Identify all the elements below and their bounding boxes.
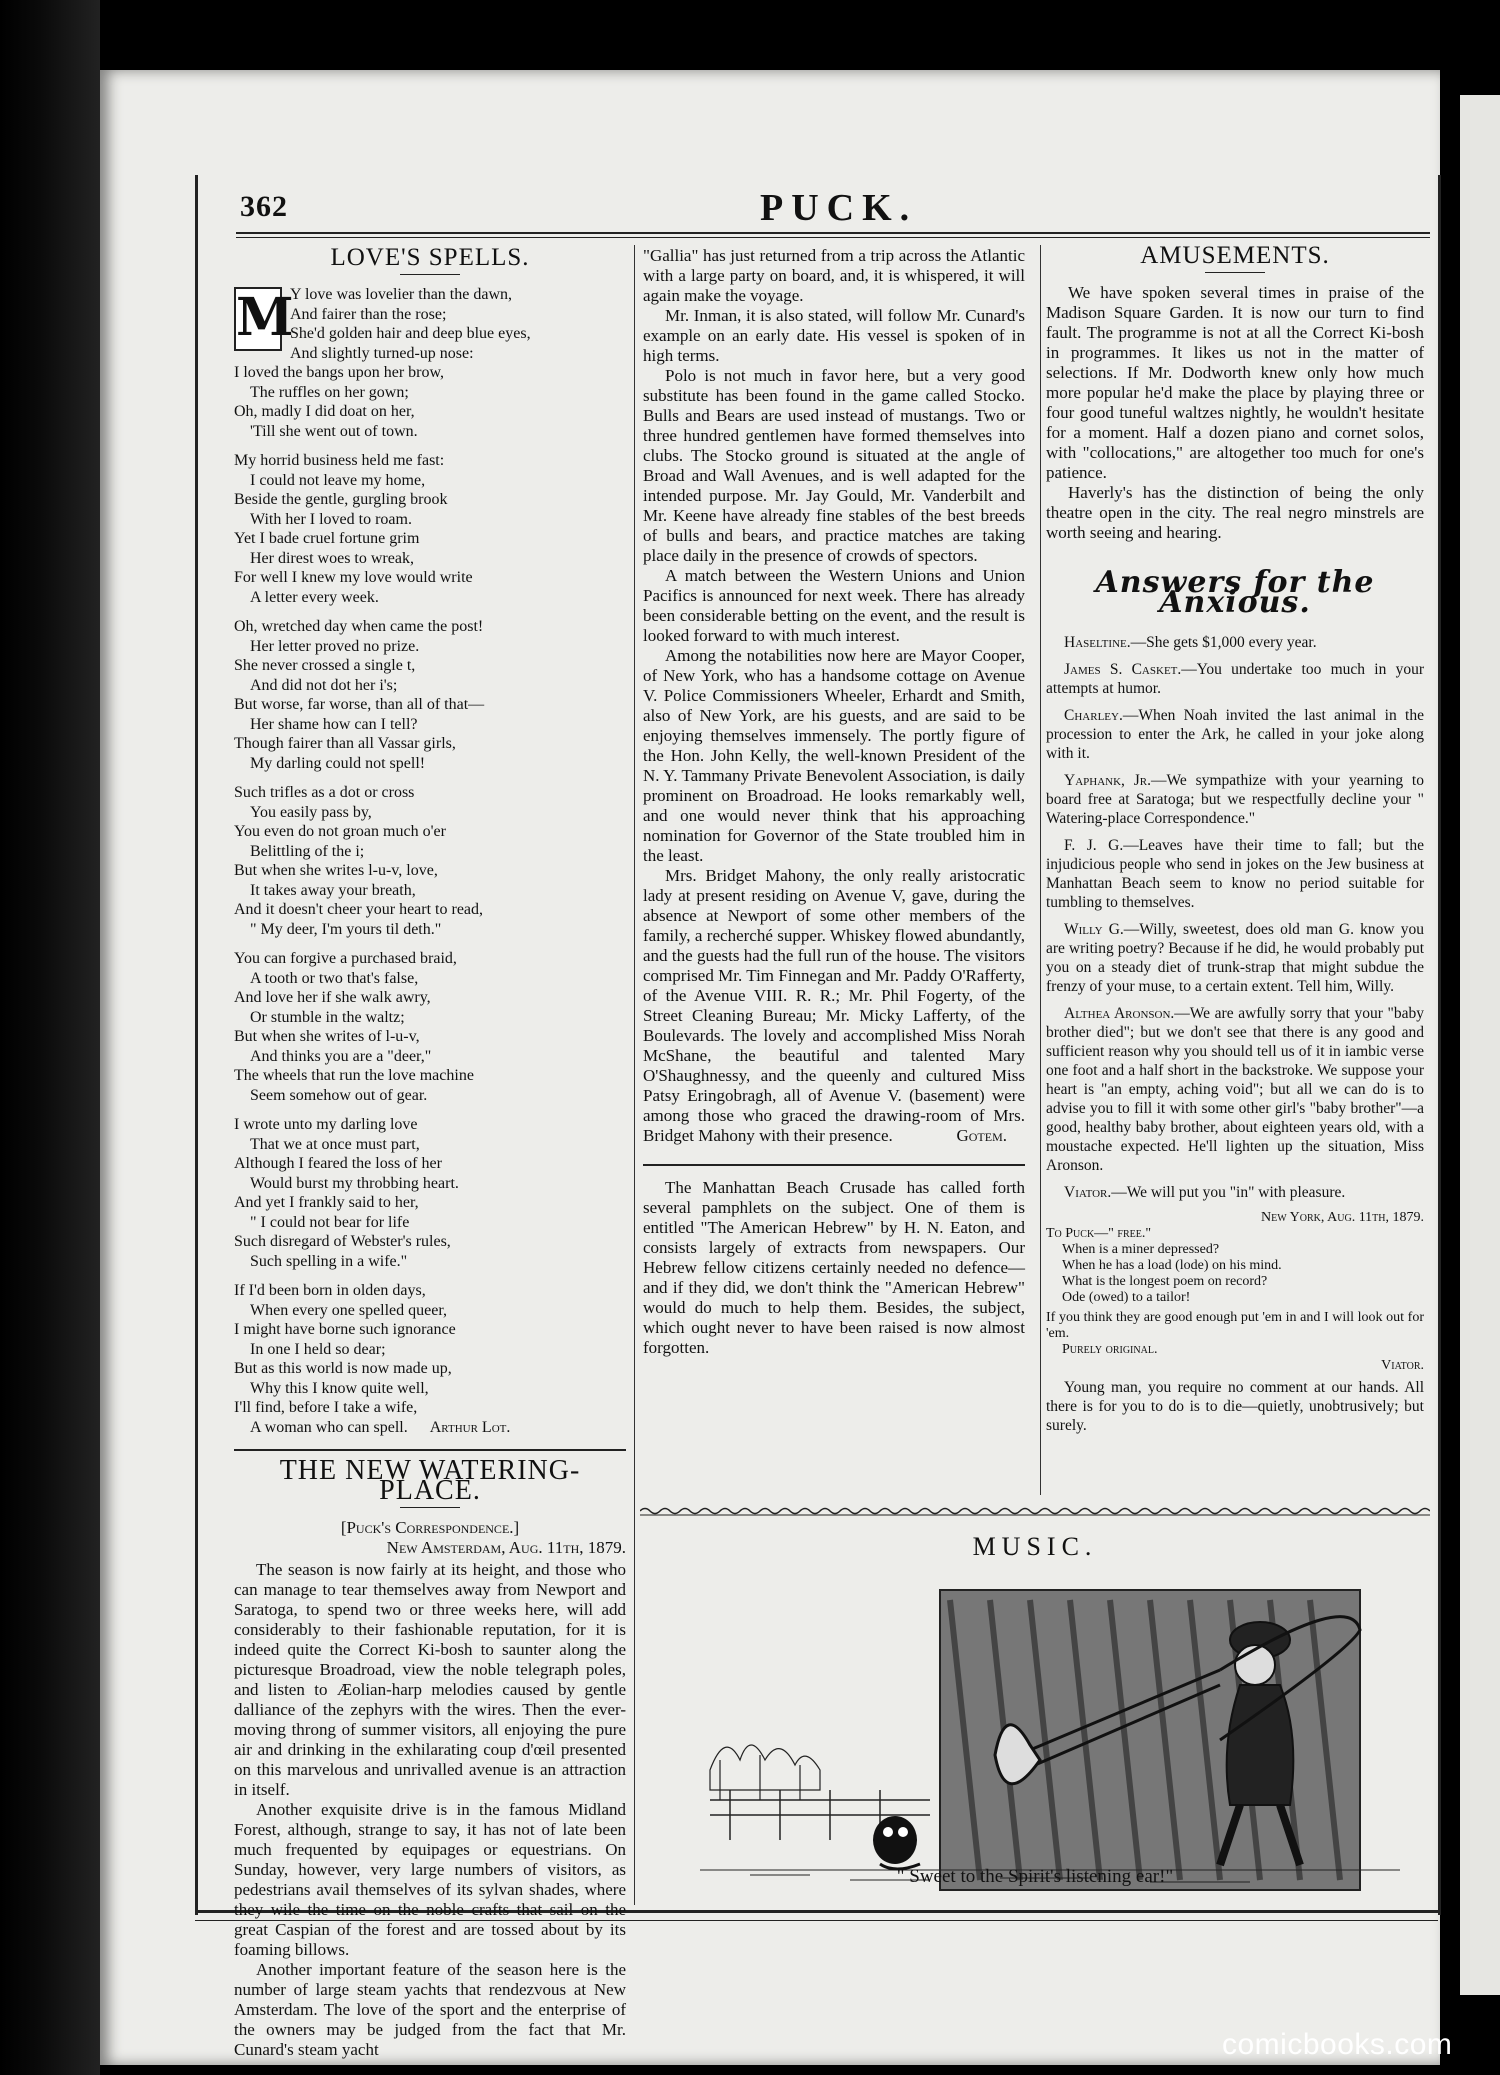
answer-name: Althea Aronson. (1064, 1005, 1175, 1022)
poem-title: LOVE'S SPELLS. (330, 244, 530, 271)
poem-line: A tooth or two that's false, (250, 969, 419, 987)
poem-line: Yet I bade cruel fortune grim (234, 530, 420, 547)
header-rule (236, 232, 1430, 234)
answer-item (1046, 660, 1424, 698)
poem-line: She never crossed a single t, (234, 657, 416, 674)
poem-author: Arthur Lot. (429, 1418, 511, 1436)
cartoon-caption: " Sweet to the Spirit's listening ear!" (896, 1866, 1174, 1887)
music-cartoon-illustration (700, 1570, 1400, 1900)
letter-date: New York, Aug. 11th, 1879. (1261, 1210, 1424, 1225)
answer-name: Haseltine. (1064, 634, 1131, 651)
poem-line: Though fairer than all Vassar girls, (234, 735, 456, 752)
answer-name: Charley. (1064, 707, 1123, 724)
poem-line: Oh, wretched day when came the post! (234, 618, 484, 635)
article-signature: Gotem. (956, 1126, 1007, 1145)
poem-line: But when she writes l-u-v, love, (234, 862, 438, 879)
answer-item (1046, 836, 1424, 912)
letter-salutation: To Puck—" free." (1046, 1226, 1152, 1241)
poem-line: Beside the gentle, gurgling brook (234, 491, 448, 508)
poem-line: If I'd been born in olden days, (234, 1282, 426, 1299)
poem-line: And it doesn't cheer your heart to read, (234, 901, 484, 918)
letter-line: Ode (owed) to a tailor! (1062, 1290, 1191, 1305)
poem-line: For well I knew my love would write (234, 569, 473, 586)
poem-line: But as this world is now made up, (234, 1360, 452, 1377)
column-rule-left-lower (634, 1500, 635, 1905)
answer-text: —We will put you "in" with pleasure. (1111, 1184, 1346, 1201)
column-rule-left (634, 245, 635, 1500)
poem-line: But worse, far worse, than all of that— (234, 696, 485, 713)
section-rule (643, 1164, 1025, 1166)
poem-line: " I could not bear for life (250, 1213, 410, 1231)
answers-list (1046, 633, 1424, 1202)
trees-background (710, 1745, 820, 1800)
answer-name: Willy G. (1064, 921, 1124, 938)
poem-line: It takes away your breath, (250, 881, 416, 899)
poem-stanza (234, 617, 626, 773)
poem-line: She'd golden hair and deep blue eyes, (290, 325, 531, 342)
poem-line: With her I loved to roam. (250, 510, 412, 528)
crusade-paragraph: The Manhattan Beach Crusade has called forth several pamphlets on the subject. One of them is entitled "The American Hebrew" by H. N. Eaton, and consists largely of extracts from newspapers. Our Hebrew fellow citizens certainly needed no defence—and if they did, we don't think the "American Hebrew" would do much to help them. Besides, the subject, which ought never to have been raised is now almost forgotten. (643, 1178, 1025, 1357)
answer-item (1046, 706, 1424, 763)
poem-line: " My deer, I'm yours til deth." (250, 920, 442, 938)
poem-line (234, 1418, 626, 1438)
column-right (1046, 242, 1424, 1443)
letter-line: When he has a load (lode) on his mind. (1062, 1258, 1282, 1273)
poem-line: And love her if she walk awry, (234, 989, 431, 1006)
answer-text: —Willy, sweetest, does old man G. know you are writing poetry? Because if he did, he would probably put you on a steady diet of trunk-strap that might subdue the frenzy of your muse, to a certain extent. Tell him, Willy. (1046, 921, 1424, 995)
answer-text: —When Noah invited the last animal in the procession to enter the Ark, he called in your joke along with it. (1046, 707, 1424, 762)
article-paragraph: Another important feature of the season here is the number of large steam yachts that rendezvous at New Amsterdam. The love of the sport and the enterprise of the owners may be judged from the fact that Mr. Cunard's steam yacht (234, 1960, 626, 2059)
article-paragraph: Mrs. Bridget Mahony, the only really aristocratic lady at present residing on Avenue V, gave, during the absence at Newport of some other members of the family, a recherché supper. Whiskey flowed abundantly, and the guests had the full run of the house. The visitors comprised Mr. Tim Finnegan and Mr. Paddy O'Rafferty, of the Avenue VIII. R. R.; Mr. Phil Fogerty, of the Street Cleaning Bureau; Mr. Micky Lafferty, of the Boulevards. The lovely and accomplished Miss Norah McShane, the beautiful and talented Mary O'Shaughnessy, and the queenly and cultured Miss Patsy Eringobragh, all of Avenue V. (basement) were among those who graced the drawing-room of Mrs. Bridget Mahony with their presence. (643, 866, 1025, 1145)
answer-item (1046, 920, 1424, 996)
masthead: PUCK. (760, 187, 918, 229)
amusements-paragraph: Haverly's has the distinction of being the only theatre open in the city. The real negro minstrels are worth seeing and hearing. (1046, 483, 1424, 542)
poem-stanza (234, 949, 626, 1105)
poem-line: And thinks you are a "deer," (250, 1047, 432, 1065)
answer-item (1046, 771, 1424, 828)
facing-page-edge (1460, 95, 1500, 1995)
poem-line: I'll find, before I take a wife, (234, 1399, 418, 1416)
article-paragraph: Mr. Inman, it is also stated, will follow Mr. Cunard's example on an early date. His vessel is spoken of in high terms. (643, 306, 1025, 365)
poem-line: Oh, madly I did doat on her, (234, 403, 415, 420)
poem-line: In one I held so dear; (250, 1340, 386, 1358)
poem-line: Why this I know quite well, (250, 1379, 429, 1397)
poem-line: You can forgive a purchased braid, (234, 950, 457, 967)
column-left (234, 244, 626, 2060)
poem-line: And yet I frankly said to her, (234, 1194, 419, 1211)
poem-line: The wheels that run the love machine (234, 1067, 474, 1084)
answer-text: —You undertake too much in your attempts at humor. (1046, 661, 1424, 697)
source-watermark: comicbooks.com (1222, 2028, 1453, 2061)
amusements-title: AMUSEMENTS. (1140, 242, 1330, 269)
poem-line: Belittling of the i; (250, 842, 365, 860)
poem-line: Seem somehow out of gear. (250, 1086, 428, 1104)
poem-line: You easily pass by, (250, 803, 372, 821)
poem-line: Her direst woes to wreak, (250, 549, 414, 567)
poem-stanza (234, 285, 626, 441)
poem-line: Her shame how can I tell? (250, 715, 418, 733)
header-rule-thin (236, 237, 1430, 238)
article-title: THE NEW WATERING-PLACE. (279, 1455, 581, 1506)
article-paragraph: Another exquisite drive is in the famous Midland Forest, although, strange to say, it has not of late been much frequented by equipages or equestrians. On Sunday, however, very large numbers of visitors, as pedestrians avail themselves of its sylvan shades, where they wile the time on the noble crafts that sail on the great Caspian of the forest and are tossed about by its foaming billows. (234, 1800, 626, 1959)
poem-line: I might have borne such ignorance (234, 1321, 456, 1338)
title-rule (1205, 272, 1265, 273)
poem-stanza (234, 1281, 626, 1437)
article-paragraph: "Gallia" has just returned from a trip across the Atlantic with a large party on board, and, it is whispered, it will again make the voyage. (643, 246, 1025, 305)
poem-line: And slightly turned-up nose: (290, 344, 474, 362)
poem-line: Would burst my throbbing heart. (250, 1174, 459, 1192)
letter-signature: Viator. (1381, 1358, 1424, 1373)
scan-edge-left (0, 0, 100, 2075)
answer-text: —Leaves have their time to fall; but the injudicious people who send in jokes on the Jew business at Manhattan Beach seem to know no period suitable for tumbling to themselves. (1046, 837, 1424, 911)
poem-loves-spells (234, 285, 626, 1437)
poem-line: A letter every week. (250, 588, 379, 606)
answer-name: Viator. (1064, 1184, 1112, 1201)
article-paragraph: Polo is not much in favor here, but a very good substitute has been found in the game called Stocko. Bulls and Bears are used instead of mustangs. Two or three hundred gentlemen have formed themselves into clubs. The Stocko ground is situated at the angle of Broad and Wall Avenues, and is well adapted for the intended purpose. Mr. Jay Gould, Mr. Vanderbilt and Mr. Keene have already fine stables of the best breeds of bulls and bears, and practice matches are taking place daily in the presence of crowds of spectors. (643, 366, 1025, 565)
column-rule-right (1040, 245, 1041, 1495)
letter-tag: Purely original. (1062, 1342, 1158, 1357)
article-paragraph: A match between the Western Unions and Union Pacifics is announced for next week. There has already been considerable betting on the event, and the result is looked forward to with much interest. (643, 566, 1025, 645)
section-rule (234, 1449, 626, 1451)
cartoon-title: MUSIC. (972, 1532, 1098, 1561)
page-number: 362 (240, 190, 288, 223)
poem-line: I loved the bangs upon her brow, (234, 364, 445, 381)
poem-line: I wrote unto my darling love (234, 1116, 418, 1133)
poem-line: When every one spelled queer, (250, 1301, 448, 1319)
title-rule (400, 1507, 460, 1508)
answer-text: —We sympathize with your yearning to board free at Saratoga; but we respectfully decline your " Watering-place Correspondence." (1046, 772, 1424, 827)
answer-text: —She gets $1,000 every year. (1130, 634, 1317, 651)
poem-line: Or stumble in the waltz; (250, 1008, 405, 1026)
answer-item (1046, 1183, 1424, 1202)
drop-cap: M (234, 287, 282, 351)
answer-reply (1046, 1378, 1424, 1435)
answer-name: Yaphank, Jr. (1064, 772, 1152, 789)
poem-line: My darling could not spell! (250, 754, 426, 772)
wavy-divider (640, 1506, 1430, 1516)
amusements-paragraph: We have spoken several times in praise of the Madison Square Garden. It is now our turn to find fault. The programme is not at all the Correct Ki-bosh in programmes. It likes us not in the matter of selections. If Mr. Dodworth knew only how much more popular he'd make the place by playing three or four good tuneful waltzes nightly, he wouldn't hesitate for a moment. Half a dozen piano and cornet solos, with "collocations," are altogether too much for one's patience. (1046, 283, 1424, 482)
poem-stanza (234, 451, 626, 607)
title-rule (400, 274, 460, 275)
article-paragraph: Among the notabilities now here are Mayor Cooper, of New York, who has a handsome cottage on Avenue V. Police Commissioners Wheeler, Erhardt and Smith, also of New York, are his guests, and are said to be enjoying themselves immensely. The portly figure of the Hon. John Kelly, the well-known President of the N. Y. Tammany Private Benevolent Association, is daily prominent on Broadroad. He looks remarkably well, and one would never think that his approaching nomination for Governor of the State troubled him in the least. (643, 646, 1025, 865)
poem-line: I could not leave my home, (250, 471, 426, 489)
letter-line: When is a miner depressed? (1062, 1242, 1220, 1257)
poem-line: The ruffles on her gown; (250, 383, 409, 401)
poem-stanza (234, 1115, 626, 1271)
poem-line: And fairer than the rose; (290, 305, 447, 323)
article-subtitle: [Puck's Correspondence.] (340, 1518, 520, 1537)
letter-body (1046, 1242, 1424, 1306)
poem-line: 'Till she went out of town. (250, 422, 418, 440)
poem-last-line: A woman who can spell. (250, 1418, 408, 1436)
answer-name: James S. Casket. (1064, 661, 1182, 678)
poem-line: Y love was lovelier than the dawn, (290, 286, 513, 303)
poem-stanza (234, 783, 626, 939)
poem-line: My horrid business held me fast: (234, 452, 445, 469)
answers-title: Answers for the Anxious. (1095, 565, 1375, 620)
answer-item (1046, 633, 1424, 652)
column-middle (643, 246, 1025, 1358)
poem-line: That we at once must part, (250, 1135, 420, 1153)
poem-line: But when she writes of l-u-v, (234, 1028, 420, 1045)
poem-line: Such trifles as a dot or cross (234, 784, 415, 801)
letter-line: What is the longest poem on record? (1062, 1274, 1268, 1289)
letter-closing: If you think they are good enough put 'em in and I will look out for 'em. (1046, 1310, 1424, 1341)
small-dog (873, 1816, 920, 1869)
answer-item (1046, 1004, 1424, 1175)
poem-line: And did not dot her i's; (250, 676, 398, 694)
poem-line: You even do not groan much o'er (234, 823, 446, 840)
answer-name: F. J. G. (1064, 837, 1124, 854)
article-dateline: New Amsterdam, Aug. 11th, 1879. (386, 1538, 626, 1557)
answer-text: —We are awfully sorry that your "baby brother died"; but we don't see that there is any good and sufficient reason why you should tell us of it in iambic verse one foot and a half short in the backstroke. We suppose your heart is "an empty, aching void"; but all we can do is to advise you to fill it with some other girl's "baby brother"—a good, healthy baby brother, about eighteen years old, with a moustache expected. He'll lighten up the situation, Miss Aronson. (1046, 1005, 1424, 1174)
poem-line: Although I feared the loss of her (234, 1155, 442, 1172)
article-paragraph: The season is now fairly at its height, and those who can manage to tear themselves away from Newport and Saratoga, to spend two or three weeks here, will add considerably to their fashionable reputation, for it is indeed quite the Correct Ki-bosh to saunter along the picturesque Broadroad, view the noble telegraph poles, and listen to Æolian-harp melodies caused by gentle dalliance of the zephyrs with the wires. Then the ever-moving throng of summer visitors, all enjoying the pure air and drinking in the exhilarating coup d'œil presented on this marvelous and unrivalled avenue is an attraction in itself. (234, 1560, 626, 1799)
poem-line: Her letter proved no prize. (250, 637, 420, 655)
poem-line: Such disregard of Webster's rules, (234, 1233, 451, 1250)
poem-line: Such spelling in a wife." (250, 1252, 408, 1270)
reply-text: Young man, you require no comment at our hands. All there is for you to do is to die—quietly, unobtrusively; but surely. (1046, 1379, 1424, 1434)
